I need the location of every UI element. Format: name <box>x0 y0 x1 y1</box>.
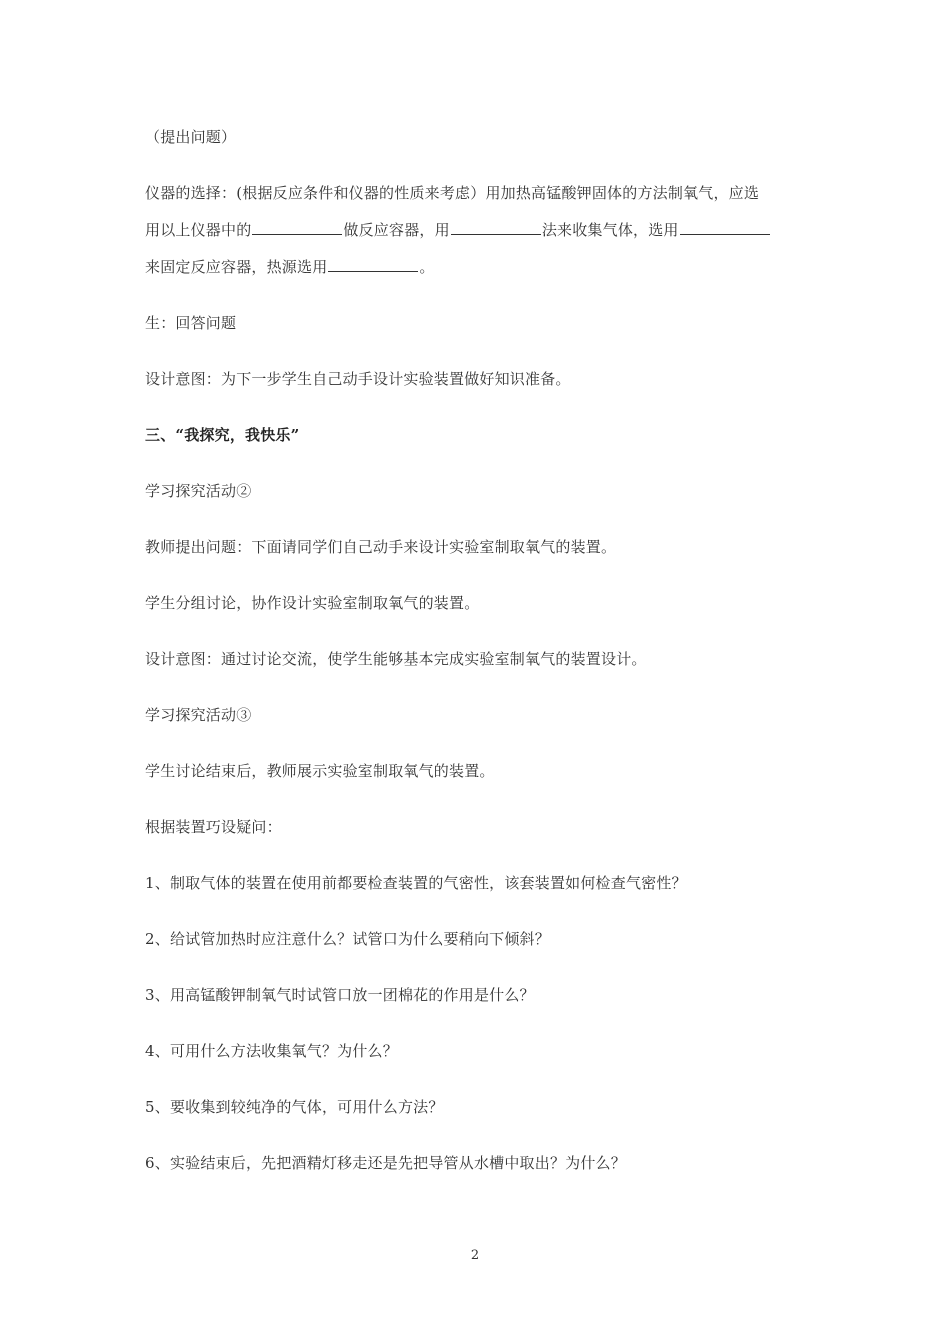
question-item-3: 3、用高锰酸钾制氧气时试管口放一团棉花的作用是什么？ <box>145 986 535 1004</box>
paragraph-design-intent-2: 设计意图：通过讨论交流，使学生能够基本完成实验室制氧气的装置设计。 <box>145 650 647 668</box>
paragraph-activity-3: 学习探究活动③ <box>145 706 252 724</box>
paragraph-design-intent-1: 设计意图：为下一步学生自己动手设计实验装置做好知识准备。 <box>145 370 571 388</box>
question-item-2: 2、给试管加热时应注意什么？试管口为什么要稍向下倾斜？ <box>145 930 550 948</box>
paragraph-student-answer: 生：回答问题 <box>145 314 237 332</box>
paragraph-instrument-selection-line3 <box>145 257 825 277</box>
fill-in-blank <box>328 257 418 272</box>
text-segment: 。 <box>419 258 435 276</box>
question-item-5: 5、要收集到较纯净的气体，可用什么方法？ <box>145 1098 444 1116</box>
text-segment: 来固定反应容器，热源选用 <box>145 258 328 276</box>
question-item-1: 1、制取气体的装置在使用前都要检查装置的气密性，该套装置如何检查气密性？ <box>145 874 687 892</box>
paragraph-instrument-selection-line1: 仪器的选择：(根据反应条件和仪器的性质来考虑）用加热高锰酸钾固体的方法制氧气，应选 <box>145 184 760 202</box>
paragraph-teacher-demo: 学生讨论结束后，教师展示实验室制取氧气的装置。 <box>145 762 495 780</box>
question-item-4: 4、可用什么方法收集氧气？为什么？ <box>145 1042 398 1060</box>
text-segment: 法来收集气体，选用 <box>541 221 679 239</box>
paragraph-raise-question: （提出问题） <box>145 128 237 146</box>
question-item-6: 6、实验结束后，先把酒精灯移走还是先把导管从水槽中取出？为什么？ <box>145 1154 626 1172</box>
fill-in-blank <box>451 220 541 235</box>
text-segment: 用以上仪器中的 <box>145 221 252 239</box>
paragraph-activity-2: 学习探究活动② <box>145 482 252 500</box>
paragraph-questions-intro: 根据装置巧设疑问： <box>145 818 282 836</box>
paragraph-instrument-selection-line2 <box>145 220 825 240</box>
fill-in-blank <box>252 220 342 235</box>
paragraph-teacher-question: 教师提出问题：下面请同学们自己动手来设计实验室制取氧气的装置。 <box>145 538 617 556</box>
fill-in-blank <box>680 220 770 235</box>
page-number: 2 <box>470 1248 480 1263</box>
section-heading-3: 三、“我探究，我快乐” <box>145 426 300 444</box>
text-segment: 做反应容器，用 <box>343 221 450 239</box>
paragraph-group-discussion: 学生分组讨论，协作设计实验室制取氧气的装置。 <box>145 594 480 612</box>
